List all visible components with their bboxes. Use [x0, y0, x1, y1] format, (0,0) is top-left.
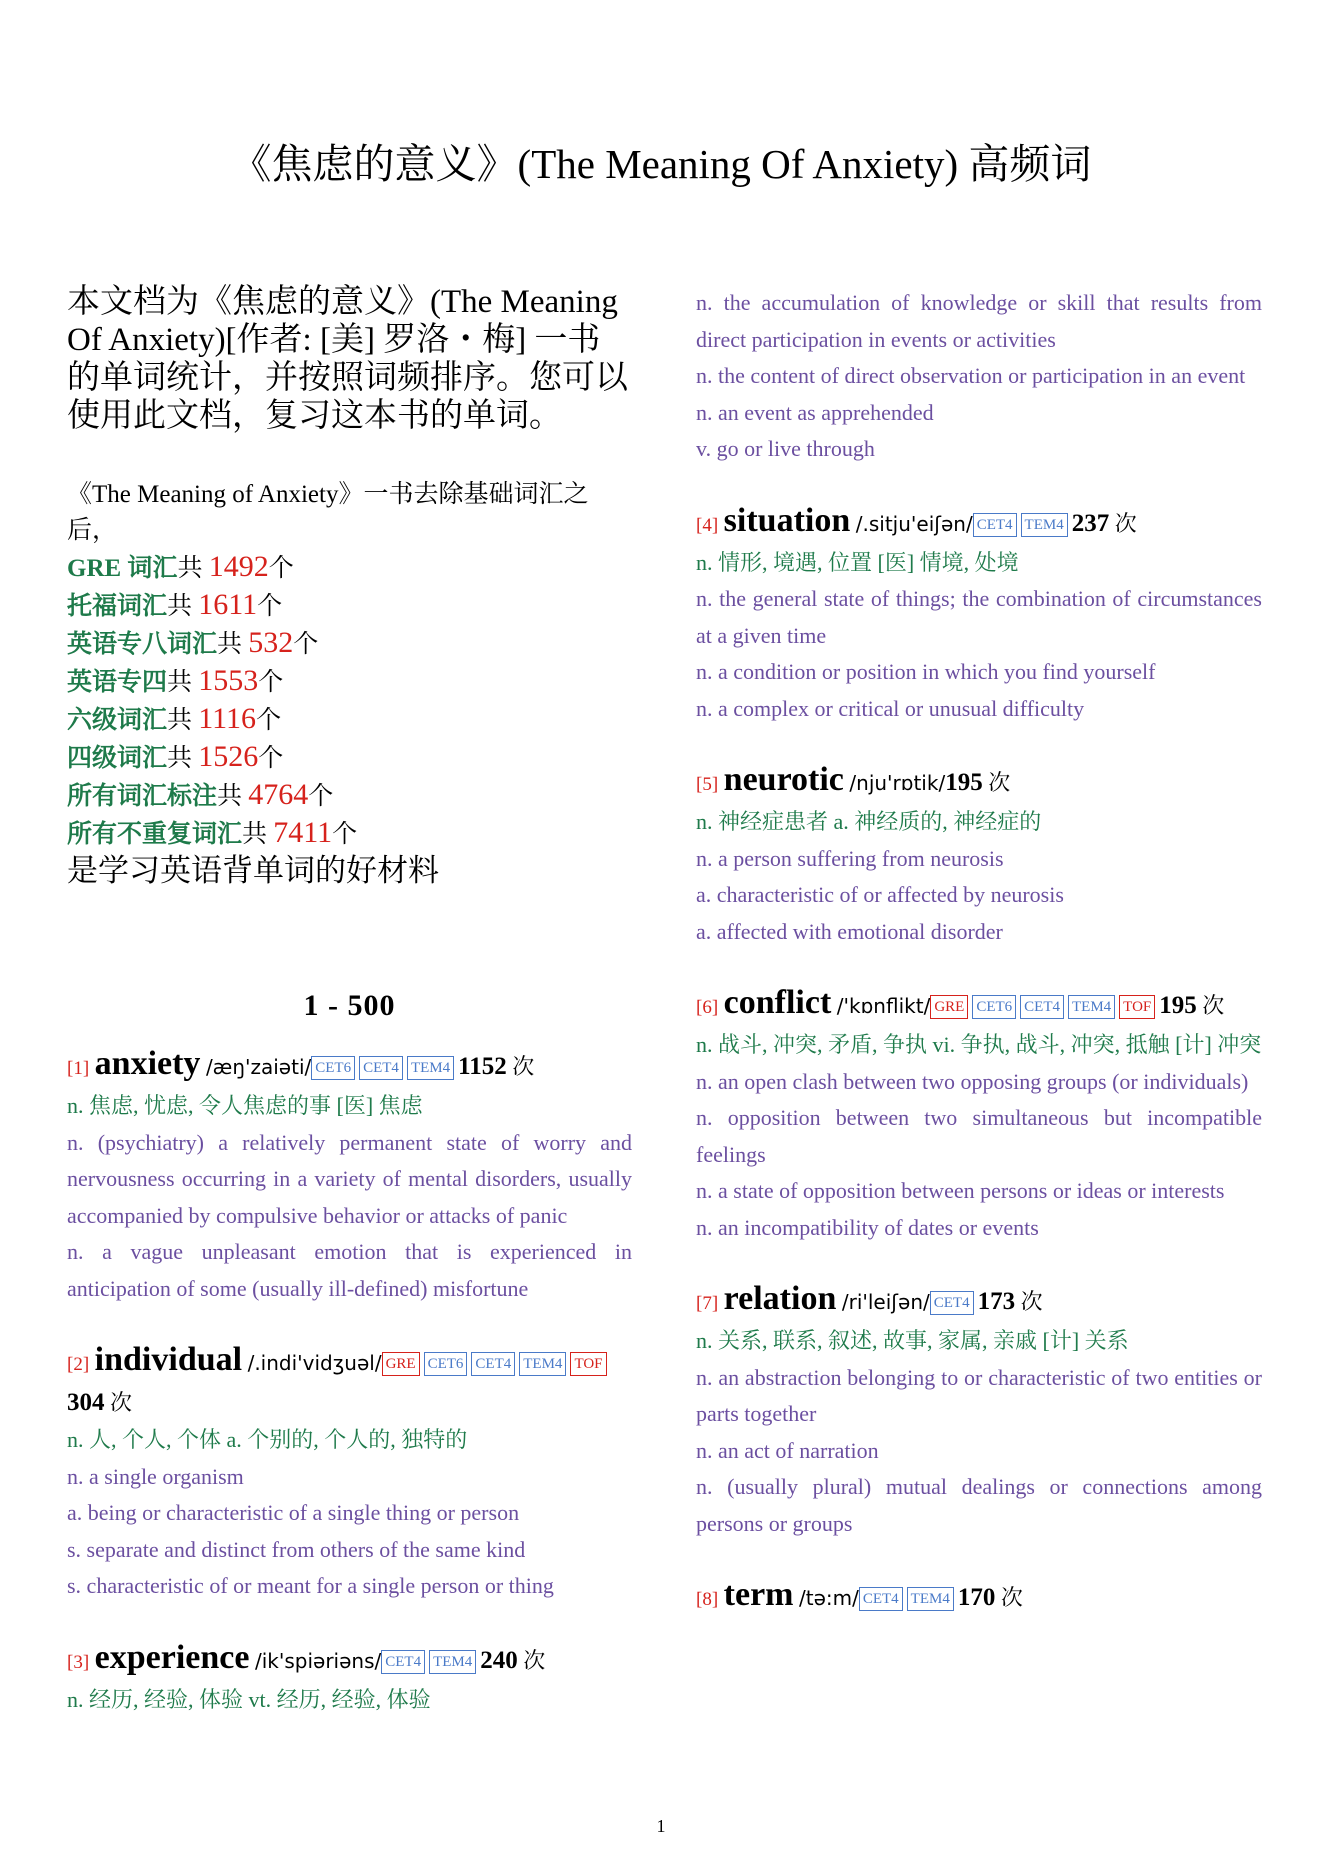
stats-unit: 个: [258, 745, 284, 772]
word-entry: [67, 1639, 632, 1719]
stats-row: [67, 739, 632, 777]
stats-mid: 共: [177, 555, 209, 582]
english-definition: n. a condition or position in which you find yourself: [696, 659, 1156, 684]
stats-count: 1611: [198, 588, 258, 621]
frequency-count: 240: [480, 1646, 518, 1674]
stats-lead: 《The Meaning of Anxiety》一书去除基础词汇之后，: [67, 481, 589, 544]
stats-count: 1492: [208, 550, 269, 583]
exam-tag: CET4: [859, 1587, 903, 1611]
english-definition: n. a person suffering from neurosis: [696, 845, 1004, 871]
frequency-unit: 次: [517, 1647, 546, 1673]
stats-unit: 个: [257, 593, 283, 620]
stats-unit: 个: [332, 821, 358, 848]
stats-label: 四级词汇: [67, 745, 168, 772]
headword: relation: [723, 1280, 837, 1317]
entry-index: [1]: [67, 1058, 90, 1079]
stats-row: [67, 701, 632, 739]
exam-tag: TEM4: [519, 1352, 566, 1376]
pronunciation: /tə:m/: [798, 1586, 859, 1610]
pronunciation: /.indi'vidʒuəl/: [247, 1351, 382, 1375]
word-entry: [696, 761, 1262, 950]
stats-row: [67, 815, 632, 853]
stats-label: 六级词汇: [67, 707, 168, 734]
english-definition: n. the accumulation of knowledge or skill that results from direct participation in events or activities: [696, 290, 1262, 352]
stats-row: [67, 625, 632, 663]
intro-paragraph: 本文档为《焦虑的意义》(The Meaning Of Anxiety)[作者: [美] 罗洛・梅] 一书的单词统计，并按照词频排序。您可以使用此文档，复习这本书的单词。: [67, 284, 628, 434]
entry-index: [3]: [67, 1651, 90, 1673]
range-heading: 1 - 500: [303, 989, 396, 1022]
exam-tag: CET6: [311, 1056, 355, 1080]
left-entry-list: [67, 1045, 632, 1718]
entry-header: [67, 1341, 632, 1422]
stats-mid: 共: [217, 631, 249, 658]
stats-row: [67, 549, 632, 587]
page-number: 1: [656, 1816, 666, 1836]
english-definition: n. an open clash between two opposing groups (or individuals): [696, 1068, 1249, 1094]
stats-unit: 个: [308, 783, 334, 810]
english-definition: n. a state of opposition between persons or ideas or interests: [696, 1178, 1225, 1203]
entry-index: [8]: [696, 1589, 719, 1610]
headword: experience: [94, 1638, 250, 1676]
word-entry: [67, 1045, 632, 1307]
stats-count: 1526: [198, 740, 259, 773]
english-definition: n. an incompatibility of dates or events: [696, 1214, 1039, 1240]
stats-row: [67, 663, 632, 701]
stats-label: 英语专八词汇: [67, 631, 218, 658]
english-definition: n. a complex or critical or unusual difficulty: [696, 695, 1085, 721]
english-definition: n. a single organism: [67, 1463, 244, 1489]
right-entry-list: [696, 502, 1262, 1620]
stats-mid: 共: [167, 707, 199, 734]
english-definition: n. opposition between two simultaneous but incompatible feelings: [696, 1105, 1262, 1167]
exam-tag: GRE: [382, 1352, 420, 1376]
english-definition: n. an event as apprehended: [696, 399, 934, 425]
stats-label: 英语专四: [67, 669, 168, 696]
entry-header: [696, 761, 1262, 804]
stats-mid: 共: [167, 745, 199, 772]
english-definition: n. (psychiatry) a relatively permanent state of worry and nervousness occurring in a variety of mental disorders, usually accompanied by compulsive behavior or attacks of panic: [67, 1129, 632, 1228]
frequency-count: 195: [945, 769, 983, 796]
frequency-unit: 次: [1196, 993, 1225, 1018]
word-entry: [696, 502, 1262, 728]
exam-tag: TOF: [1119, 995, 1155, 1019]
english-definition: v. go or live through: [696, 436, 875, 461]
frequency-unit: 次: [506, 1054, 535, 1079]
exam-tag: CET4: [471, 1352, 515, 1376]
frequency-unit: 次: [1109, 510, 1137, 536]
frequency-count: 195: [1159, 992, 1197, 1019]
stats-unit: 个: [258, 669, 284, 696]
exam-tag: CET4: [930, 1291, 974, 1315]
chinese-definition: n. 经历, 经验, 体验 vt. 经历, 经验, 体验: [67, 1686, 431, 1712]
pronunciation: /ik'spiəriəns/: [254, 1648, 382, 1673]
word-entry: [696, 1576, 1262, 1619]
stats-rows: [67, 549, 632, 853]
chinese-definition: n. 神经症患者 a. 神经质的, 神经症的: [696, 809, 1042, 834]
stats-unit: 个: [268, 555, 294, 582]
entry-index: [5]: [696, 774, 719, 795]
english-definition: a. being or characteristic of a single thing or person: [67, 1500, 520, 1525]
frequency-unit: 次: [104, 1390, 133, 1415]
pronunciation: /nju'rɒtik/: [849, 771, 946, 795]
chinese-definition: n. 人, 个人, 个体 a. 个别的, 个人的, 独特的: [67, 1427, 468, 1452]
entry-header: [67, 1045, 632, 1088]
stats-count: 4764: [248, 778, 309, 811]
english-definition: n. an act of narration: [696, 1437, 879, 1463]
exam-tag: CET6: [424, 1352, 468, 1376]
headword: conflict: [723, 984, 832, 1021]
chinese-definition: n. 焦虑, 忧虑, 令人焦虑的事 [医] 焦虑: [67, 1093, 423, 1118]
entry-header: [67, 1639, 632, 1682]
stats-count: 7411: [273, 816, 333, 849]
stats-mid: 共: [217, 783, 249, 810]
exam-tag: TEM4: [429, 1650, 476, 1674]
word-entry: [696, 984, 1262, 1246]
entry-index: [7]: [696, 1293, 719, 1314]
frequency-count: 237: [1071, 509, 1110, 537]
stats-label: 所有不重复词汇: [67, 821, 243, 848]
chinese-definition: n. 关系, 联系, 叙述, 故事, 家属, 亲戚 [计] 关系: [696, 1328, 1129, 1353]
exam-tag: TEM4: [907, 1587, 954, 1611]
pronunciation: /'kɒnflikt/: [836, 994, 931, 1018]
english-definition: n. the general state of things; the combination of circumstances at a given time: [696, 586, 1262, 648]
headword: neurotic: [723, 761, 844, 798]
stats-label: 所有词汇标注: [67, 783, 218, 810]
exam-tag: CET4: [359, 1056, 403, 1080]
exam-tag: TEM4: [1068, 995, 1115, 1019]
exam-tag: GRE: [930, 995, 968, 1019]
frequency-count: 1152: [458, 1053, 507, 1080]
entry-header: [696, 1280, 1262, 1323]
headword: individual: [94, 1341, 243, 1378]
entry-header: [696, 502, 1262, 545]
english-definition: s. separate and distinct from others of the same kind: [67, 1536, 526, 1562]
continued-definitions: [696, 285, 1262, 468]
word-entry: [67, 1341, 632, 1605]
stats-count: 532: [248, 626, 294, 659]
stats-label: 托福词汇: [67, 593, 168, 620]
stats-count: 1553: [198, 664, 259, 697]
entry-header: [696, 1576, 1262, 1619]
english-definition: n. the content of direct observation or participation in an event: [696, 363, 1246, 388]
english-definition: s. characteristic of or meant for a single person or thing: [67, 1573, 554, 1598]
headword: term: [723, 1576, 794, 1613]
stats-block: [67, 477, 632, 889]
frequency-unit: 次: [995, 1585, 1023, 1610]
frequency-count: 173: [977, 1288, 1016, 1315]
exam-tag: CET4: [973, 513, 1017, 537]
chinese-definition: n. 战斗, 冲突, 矛盾, 争执 vi. 争执, 战斗, 冲突, 抵触 [计] 冲突: [696, 1032, 1262, 1057]
stats-mid: 共: [167, 593, 199, 620]
stats-row: [67, 777, 632, 815]
english-definition: n. an abstraction belonging to or characteristic of two entities or parts together: [696, 1364, 1262, 1426]
stats-mid: 共: [242, 821, 274, 848]
exam-tag: CET4: [381, 1650, 425, 1674]
page-title: 《焦虑的意义》(The Meaning Of Anxiety) 高频词: [230, 141, 1092, 187]
frequency-count: 304: [67, 1389, 105, 1416]
stats-unit: 个: [293, 631, 319, 658]
entry-index: [4]: [696, 514, 719, 536]
stats-mid: 共: [167, 669, 199, 696]
entry-header: [696, 984, 1262, 1027]
exam-tag: TEM4: [1021, 513, 1068, 537]
english-definition: n. a vague unpleasant emotion that is experienced in anticipation of some (usually ill-defined) misfortune: [67, 1239, 632, 1301]
english-definition: a. characteristic of or affected by neurosis: [696, 882, 1064, 907]
right-column: [696, 285, 1262, 1653]
word-entry: [696, 1280, 1262, 1542]
stats-unit: 个: [256, 707, 282, 734]
exam-tag: CET6: [972, 995, 1016, 1019]
exam-tag: TOF: [570, 1352, 606, 1376]
left-column: [67, 283, 632, 1752]
headword: anxiety: [94, 1045, 201, 1082]
stats-row: [67, 587, 632, 625]
pronunciation: /.sitju'eiʃən/: [855, 511, 973, 536]
chinese-definition: n. 情形, 境遇, 位置 [医] 情境, 处境: [696, 549, 1019, 575]
stats-closing: 是学习英语背单词的好材料: [67, 853, 439, 888]
frequency-unit: 次: [1015, 1289, 1043, 1314]
stats-count: 1116: [198, 702, 257, 735]
english-definition: n. (usually plural) mutual dealings or connections among persons or groups: [696, 1474, 1262, 1536]
headword: situation: [723, 501, 851, 539]
entry-index: [2]: [67, 1354, 90, 1375]
entry-index: [6]: [696, 997, 719, 1018]
pronunciation: /ri'leiʃən/: [841, 1290, 930, 1314]
frequency-unit: 次: [982, 770, 1011, 795]
exam-tag: CET4: [1020, 995, 1064, 1019]
english-definition: a. affected with emotional disorder: [696, 918, 1003, 944]
stats-label: GRE 词汇: [67, 555, 178, 582]
exam-tag: TEM4: [407, 1056, 454, 1080]
pronunciation: /æŋ'zaiəti/: [205, 1055, 312, 1079]
frequency-count: 170: [957, 1584, 996, 1611]
